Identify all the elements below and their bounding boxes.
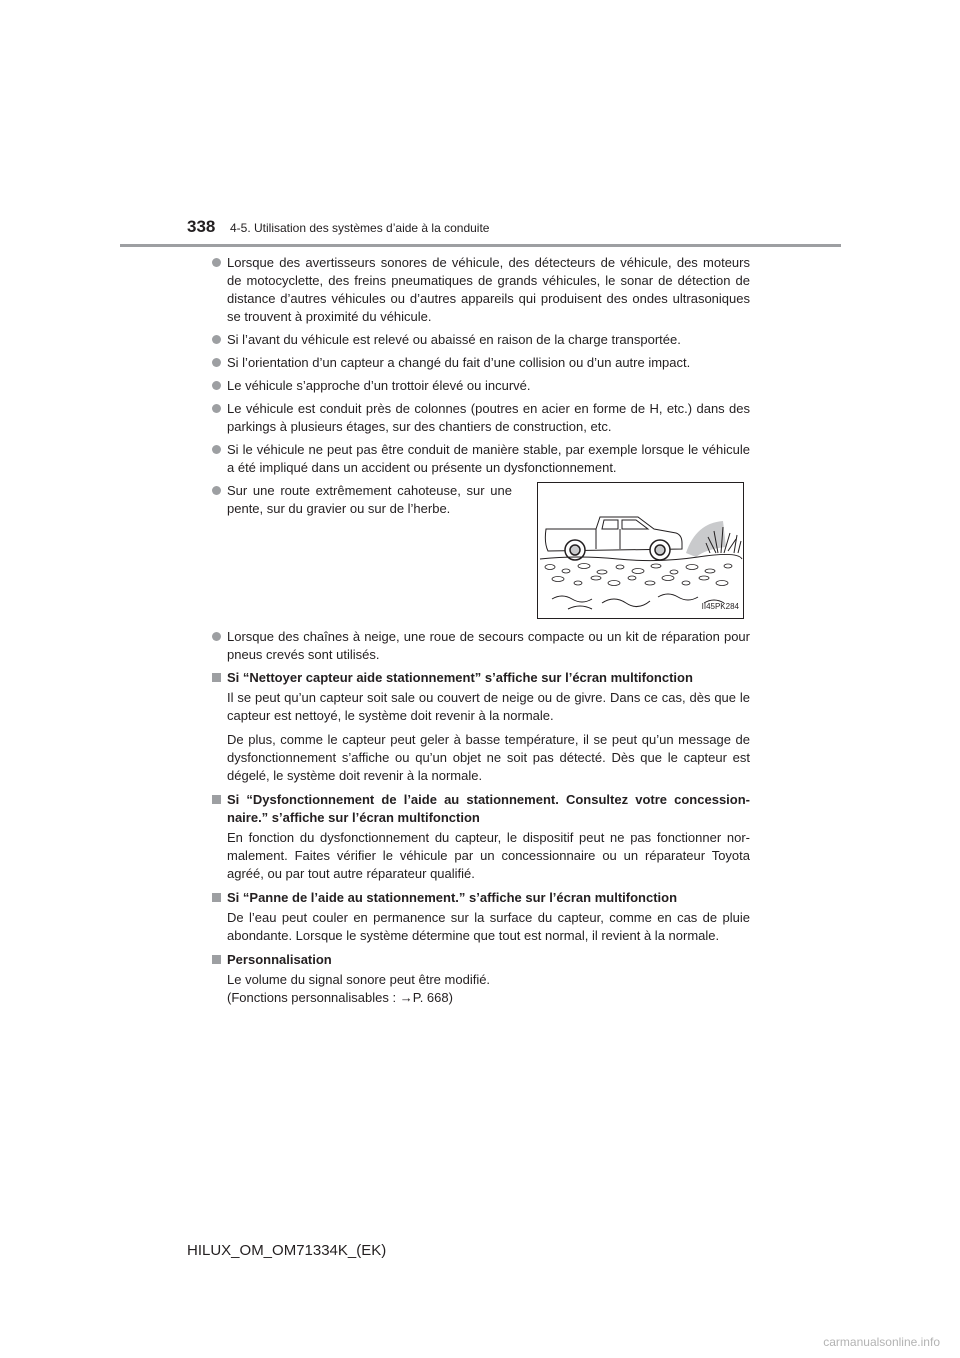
bullet-text: Lorsque des avertisseurs sonores de véhicule, des détecteurs de véhicule, des moteurs de motocyclette, des freins pneumatiques de grands véhicules, le sonar de détection de distance d’autres véhicules ou d’autres appareils qui produisent des ondes ultrasoniques se trouvent à proximité du véhicule. — [227, 255, 750, 324]
bullet-item — [212, 482, 512, 614]
heading-square-icon — [212, 893, 221, 902]
bullet-item — [212, 441, 750, 477]
bullet-item — [212, 331, 750, 349]
header-divider — [120, 244, 841, 247]
bullet-text: Le véhicule s’approche d’un trottoir élevé ou incurvé. — [227, 378, 531, 393]
cross-reference: (Fonctions personnalisables : →P. 668) — [227, 990, 453, 1005]
bullet-dot-icon — [212, 381, 221, 390]
bullet-dot-icon — [212, 404, 221, 413]
footer-code: HILUX_OM_OM71334K_(EK) — [187, 1242, 387, 1259]
bullet-text: Si le véhicule ne peut pas être conduit de manière stable, par exemple lorsque le véhicule a été impliqué dans un accident ou présente un dysfonctionnement. — [227, 442, 750, 475]
paragraph: En fonction du dysfonctionnement du capteur, le dispositif peut ne pas fonctionner nor-malement. Faites vérifier le véhicule par un concessionnaire ou un réparateur Toyota agréé, ou par tout autre réparateur qualifié. — [227, 830, 750, 881]
figure-row — [212, 482, 750, 619]
bullet-dot-icon — [212, 486, 221, 495]
bullet-text: Sur une route extrêmement cahoteuse, sur une pente, sur du gravier ou sur de l’herbe. — [227, 483, 512, 516]
heading-text: Si “Dysfonctionnement de l’aide au stationnement. Consultez votre concession-naire.” s’affiche sur l’écran multifonction — [227, 792, 750, 825]
heading-square-icon — [212, 673, 221, 682]
heading-square-icon — [212, 795, 221, 804]
bullet-dot-icon — [212, 632, 221, 641]
bullet-item — [212, 354, 750, 372]
bullet-item — [212, 628, 750, 664]
heading-text: Si “Panne de l’aide au stationnement.” s’affiche sur l’écran multifonction — [227, 890, 678, 905]
heading-text: Personnalisation — [227, 952, 332, 967]
heading-text: Si “Nettoyer capteur aide stationnement” s’affiche sur l’écran multifonction — [227, 670, 693, 685]
paragraph: De l’eau peut couler en permanence sur la surface du capteur, comme en cas de pluie abondante. Lorsque le système détermine que tout est normal, il revient à la normale. — [227, 910, 750, 943]
section-heading — [212, 951, 750, 969]
bullet-text: Si l’avant du véhicule est relevé ou abaissé en raison de la charge transportée. — [227, 332, 681, 347]
bullet-dot-icon — [212, 358, 221, 367]
bullet-item — [212, 400, 750, 436]
figure-code: II45PK284 — [701, 602, 739, 611]
section-heading — [212, 889, 750, 907]
bullet-item — [212, 254, 750, 326]
paragraph: De plus, comme le capteur peut geler à basse température, il se peut qu’un message de dysfonctionnement s’affiche ou qu’un objet ne soit pas détecté. Dès que le capteur est dégelé, le système doit revenir à la normale. — [227, 732, 750, 783]
bullet-item — [212, 377, 750, 395]
bullet-text: Si l’orientation d’un capteur a changé du fait d’une collision ou d’un autre impact. — [227, 355, 691, 370]
page-number: 338 — [187, 217, 216, 236]
section-heading — [212, 791, 750, 827]
bullet-dot-icon — [212, 335, 221, 344]
main-content — [212, 254, 750, 1007]
bullet-dot-icon — [212, 445, 221, 454]
paragraph: Il se peut qu’un capteur soit sale ou couvert de neige ou de givre. Dans ce cas, dès que le capteur est nettoyé, le système doit revenir à la normale. — [227, 690, 750, 723]
bullet-dot-icon — [212, 258, 221, 267]
section-heading — [212, 669, 750, 687]
paragraph: Le volume du signal sonore peut être modifié. — [227, 972, 491, 987]
section-title: 4-5. Utilisation des systèmes d’aide à la conduite — [230, 221, 490, 235]
bullet-text: Le véhicule est conduit près de colonnes (poutres en acier en forme de H, etc.) dans des parkings à plusieurs étages, sur des chantiers de construction, etc. — [227, 401, 750, 434]
heading-square-icon — [212, 955, 221, 964]
rough-road-illustration — [537, 482, 744, 619]
watermark: carmanualsonline.info — [823, 1335, 940, 1349]
bullet-text: Lorsque des chaînes à neige, une roue de secours compacte ou un kit de réparation pour pneus crevés sont utilisés. — [227, 629, 750, 662]
